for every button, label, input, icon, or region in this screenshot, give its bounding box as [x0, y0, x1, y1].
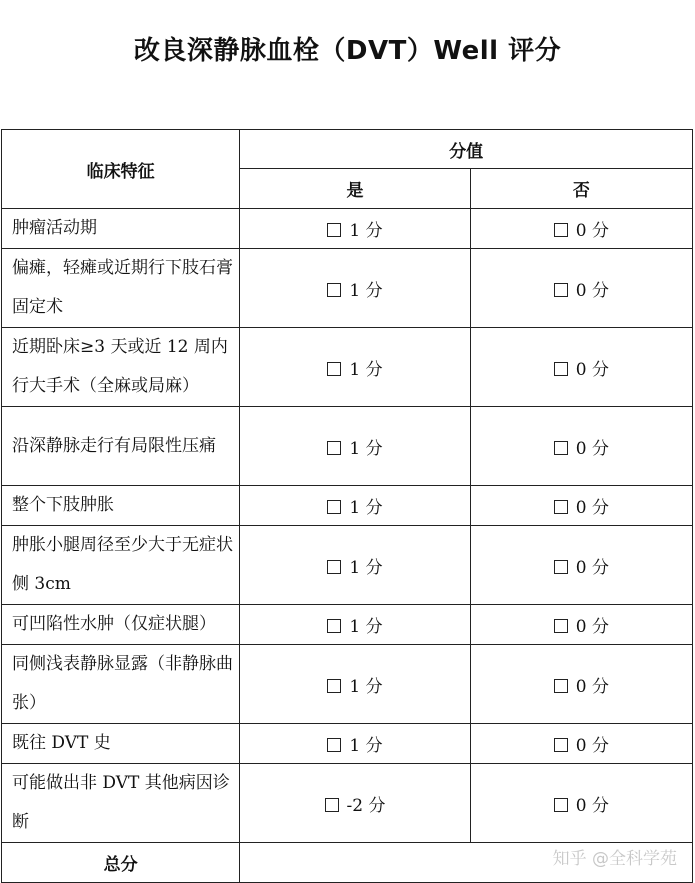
wells-score-table — [1, 129, 693, 883]
checkbox-icon[interactable] — [327, 560, 341, 574]
checkbox-icon[interactable] — [554, 441, 568, 455]
document-title: 改良深静脉血栓（DVT）Well 评分 — [133, 36, 562, 66]
yes-score: 1 分 — [349, 280, 383, 301]
checkbox-icon[interactable] — [554, 679, 568, 693]
table-row — [2, 407, 693, 486]
no-score: 0 分 — [575, 557, 609, 578]
yes-option[interactable] — [240, 249, 470, 328]
no-score: 0 分 — [575, 498, 609, 518]
yes-score: 1 分 — [349, 736, 383, 756]
header-yes: 是 — [240, 169, 470, 209]
yes-option[interactable] — [240, 486, 470, 526]
no-option[interactable] — [470, 486, 692, 526]
no-score: 0 分 — [575, 795, 609, 816]
no-score: 0 分 — [575, 438, 609, 459]
no-score: 0 分 — [575, 359, 609, 380]
watermark: 知乎 @全科学苑 — [552, 849, 677, 869]
header-row — [2, 130, 693, 169]
yes-score: 1 分 — [349, 221, 383, 241]
checkbox-icon[interactable] — [554, 223, 568, 237]
feature-cell: 肿胀小腿周径至少大于无症状侧 3cm — [2, 526, 240, 605]
feature-cell: 可能做出非 DVT 其他病因诊断 — [2, 764, 240, 843]
feature-cell: 整个下肢肿胀 — [2, 486, 240, 526]
no-option[interactable] — [470, 209, 692, 249]
checkbox-icon[interactable] — [327, 362, 341, 376]
yes-score: 1 分 — [349, 676, 383, 697]
yes-score: 1 分 — [349, 498, 383, 518]
checkbox-icon[interactable] — [554, 560, 568, 574]
checkbox-icon[interactable] — [327, 223, 341, 237]
checkbox-icon[interactable] — [327, 738, 341, 752]
feature-cell: 沿深静脉走行有局限性压痛 — [2, 407, 240, 486]
feature-cell: 肿瘤活动期 — [2, 209, 240, 249]
checkbox-icon[interactable] — [554, 283, 568, 297]
table-row — [2, 328, 693, 407]
feature-cell: 可凹陷性水肿（仅症状腿） — [2, 605, 240, 645]
table-row — [2, 249, 693, 328]
total-label: 总分 — [2, 843, 240, 883]
feature-cell: 偏瘫，轻瘫或近期行下肢石膏固定术 — [2, 249, 240, 328]
yes-score: 1 分 — [349, 557, 383, 578]
no-option[interactable] — [470, 645, 692, 724]
table-row — [2, 764, 693, 843]
table-row — [2, 724, 693, 764]
checkbox-icon[interactable] — [554, 500, 568, 514]
no-option[interactable] — [470, 407, 692, 486]
no-score: 0 分 — [575, 676, 609, 697]
yes-score: 1 分 — [349, 438, 383, 459]
no-option[interactable] — [470, 724, 692, 764]
no-score: 0 分 — [575, 617, 609, 637]
yes-option[interactable] — [240, 328, 470, 407]
yes-option[interactable] — [240, 724, 470, 764]
yes-option[interactable] — [240, 407, 470, 486]
no-option[interactable] — [470, 328, 692, 407]
table-row — [2, 526, 693, 605]
checkbox-icon[interactable] — [554, 738, 568, 752]
feature-cell: 同侧浅表静脉显露（非静脉曲张） — [2, 645, 240, 724]
no-option[interactable] — [470, 764, 692, 843]
yes-option[interactable] — [240, 526, 470, 605]
checkbox-icon[interactable] — [325, 798, 339, 812]
no-option[interactable] — [470, 249, 692, 328]
no-score: 0 分 — [575, 280, 609, 301]
yes-option[interactable] — [240, 209, 470, 249]
yes-score: 1 分 — [349, 617, 383, 637]
header-score: 分值 — [240, 130, 693, 169]
checkbox-icon[interactable] — [327, 441, 341, 455]
no-score: 0 分 — [575, 736, 609, 756]
checkbox-icon[interactable] — [327, 283, 341, 297]
table-row — [2, 486, 693, 526]
checkbox-icon[interactable] — [327, 500, 341, 514]
header-feature: 临床特征 — [2, 130, 240, 209]
yes-option[interactable] — [240, 764, 470, 843]
no-score: 0 分 — [575, 221, 609, 241]
table-row — [2, 209, 693, 249]
yes-option[interactable] — [240, 605, 470, 645]
yes-score: 1 分 — [349, 359, 383, 380]
yes-score: -2 分 — [346, 795, 386, 816]
checkbox-icon[interactable] — [327, 619, 341, 633]
no-option[interactable] — [470, 526, 692, 605]
checkbox-icon[interactable] — [554, 619, 568, 633]
checkbox-icon[interactable] — [554, 798, 568, 812]
table-row — [2, 605, 693, 645]
table-row — [2, 645, 693, 724]
header-no: 否 — [470, 169, 692, 209]
checkbox-icon[interactable] — [554, 362, 568, 376]
feature-cell: 既往 DVT 史 — [2, 724, 240, 764]
no-option[interactable] — [470, 605, 692, 645]
checkbox-icon[interactable] — [327, 679, 341, 693]
yes-option[interactable] — [240, 645, 470, 724]
feature-cell: 近期卧床≥3 天或近 12 周内行大手术（全麻或局麻） — [2, 328, 240, 407]
